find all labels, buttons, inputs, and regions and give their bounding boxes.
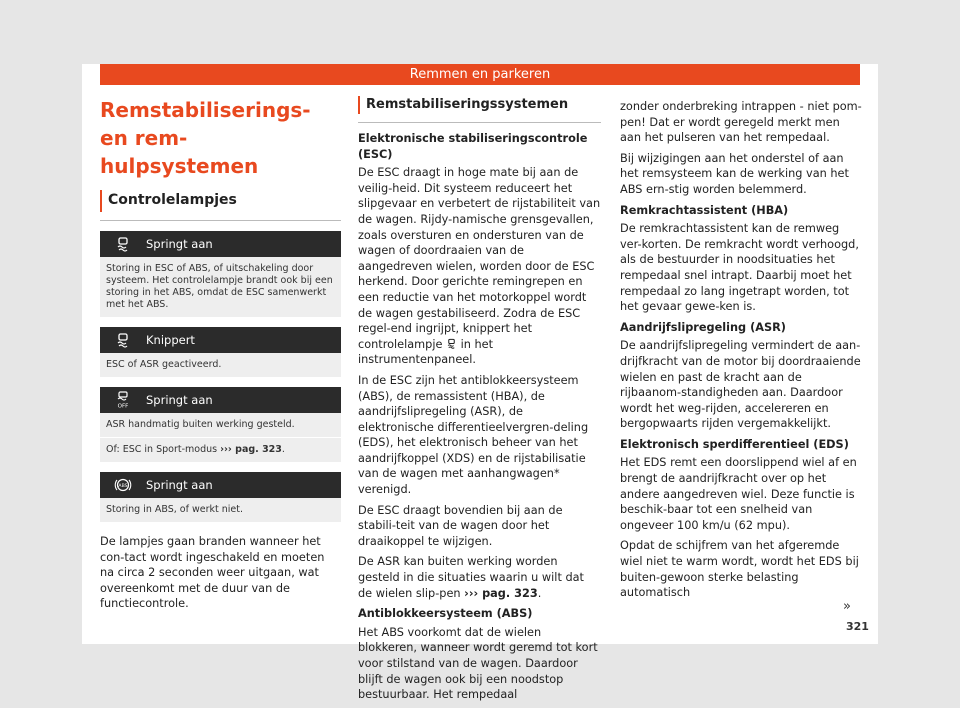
asr-heading: Aandrijfslipregeling (ASR) — [620, 320, 786, 334]
hba-heading: Remkrachtassistent (HBA) — [620, 203, 789, 217]
lamp-description: ASR handmatig buiten werking gesteld. — [100, 413, 341, 437]
esc-off-icon — [100, 391, 146, 409]
lamps-subtitle: Controlelampjes — [100, 190, 341, 212]
continue-icon: » — [843, 599, 851, 614]
esc-paragraph-1: De ESC draagt in hoge mate bij aan de veilig-heid. Dit systeem reduceert het slipgevaar en verbetert de rijstabiliteit van de wagen. Rijdy-namische grensgevallen, zoals oversturen en ondersturen van de wagen of doordraaien van de aangedreven wielen, worden door de ESC herkend. Door gerichte remingrepen en een reductie van het motorkoppel wordt de wagen gestabiliseerd. Zodra de ESC regel-end ingrijpt, knippert het controlelampje in het instrumentenpaneel. — [358, 166, 601, 367]
abs-icon — [100, 476, 146, 494]
divider — [100, 220, 341, 221]
page-reference-link[interactable]: ››› pag. 323 — [220, 444, 282, 455]
page-number: 321 — [846, 620, 869, 633]
abs-paragraph-1-continued: zonder onderbreking intrappen - niet pom-pen! Dat er wordt geregeld merkt men aan het pulseren van het rempedaal. — [620, 100, 862, 145]
section-header: Remmen en parkeren — [100, 64, 860, 85]
asr-paragraph: De aandrijfslipregeling vermindert de aan-drijfkracht van de motor bij doordraaiende wielen en past de kracht aan de rijbaanom-standigheden aan. Daardoor wordt het weg-rijden, accelereren en bergopwaarts rijden vergemakkelijkt. — [620, 339, 861, 431]
esc-paragraph-3: De ESC draagt bovendien bij aan de stabili-teit van de wagen door het draaikoppel te wijzigen. — [358, 503, 563, 548]
esc-paragraph-4: De ASR kan buiten werking worden gesteld in die situaties waarin u wilt dat de wielen slip-pen ››› pag. 323. — [358, 555, 584, 600]
svg-text:OFF: OFF — [117, 403, 129, 409]
left-column — [100, 96, 341, 617]
middle-column — [358, 96, 601, 708]
esc-heading: Elektronische stabiliseringscontrole (ESC) — [358, 132, 588, 161]
esc-skid-icon — [100, 236, 146, 252]
closing-paragraph: De lampjes gaan branden wanneer het con-tact wordt ingeschakeld en moeten na circa 2 seconden weer uitgaan, wat overeenkomt met de duur van de functiecontrole. — [100, 535, 325, 611]
lamp-description: Storing in ABS, of werkt niet. — [100, 498, 341, 522]
lamp-state: Springt aan — [146, 237, 213, 251]
lamp-entry-esc-blinking — [100, 327, 341, 377]
divider — [358, 122, 601, 123]
eds-paragraph-2: Opdat de schijfrem van het afgeremde wiel niet te warm wordt, wordt het EDS bij buiten-gewoon sterke belasting automatisch — [620, 539, 859, 600]
abs-paragraph-1: Het ABS voorkomt dat de wielen blokkeren, wanneer wordt geremd tot kort voor stilstand van de wagen. Daardoor blijft de wagen ook bij een noodstop bestuurbaar. Het rempedaal — [358, 625, 598, 702]
lamp-state: Knippert — [146, 333, 195, 347]
abs-heading: Antiblokkeersysteem (ABS) — [358, 607, 533, 621]
lamp-description: ESC of ASR geactiveerd. — [100, 353, 341, 377]
lamp-state: Springt aan — [146, 393, 213, 407]
eds-heading: Elektronisch sperdifferentieel (EDS) — [620, 437, 849, 451]
lamp-state: Springt aan — [146, 478, 213, 492]
esc-skid-icon — [446, 338, 457, 349]
abs-paragraph-2: Bij wijzigingen aan het onderstel of aan het remsysteem kan de werking van het ABS ern-stig worden belemmerd. — [620, 151, 849, 196]
lamp-entry-abs — [100, 472, 341, 522]
esc-paragraph-2: In de ESC zijn het antiblokkeersysteem (ABS), de remassistent (HBA), de aandrijfslipregeling (ASR), de elektronische differentieelvergren-deling (EDS), het elektronisch beheer van het aandrijfkoppel (XDS) en de rijstabilisatie van de wagen met aanhangwagen* verenigd. — [358, 373, 589, 497]
lamp-entry-esc-off — [100, 387, 341, 462]
page-title: Remstabiliserings- en rem- hulpsystemen — [100, 98, 311, 178]
svg-text:ABS: ABS — [118, 484, 128, 489]
hba-paragraph: De remkrachtassistent kan de remweg ver-korten. De remkracht wordt verhoogd, als de bestuurder in noodsituaties het rempedaal snel intrapt. Daarbij moet het rempedaal zo lang ingetrapt worden, tot het gevaar gewe-ken is. — [620, 222, 859, 314]
esc-skid-icon — [100, 332, 146, 348]
page-reference-link[interactable]: ››› pag. 323 — [464, 586, 538, 600]
lamp-description: Storing in ESC of ABS, of uitschakeling door systeem. Het controlelampje brandt ook bij een storing in het ABS, omdat de ESC samenwerkt met het ABS. — [100, 257, 341, 317]
lamp-entry-esc-on — [100, 231, 341, 317]
eds-paragraph-1: Het EDS remt een doorslippend wiel af en brengt de aandrijfkracht over op het andere aangedreven wiel. Deze functie is beschik-baar tot een snelheid van ongeveer 100 km/u (62 mpu). — [620, 456, 857, 532]
lamp-description-extra: Of: ESC in Sport-modus ››› pag. 323. — [100, 437, 341, 462]
section-title: Remstabiliseringssystemen — [358, 96, 601, 114]
right-column — [620, 99, 862, 606]
